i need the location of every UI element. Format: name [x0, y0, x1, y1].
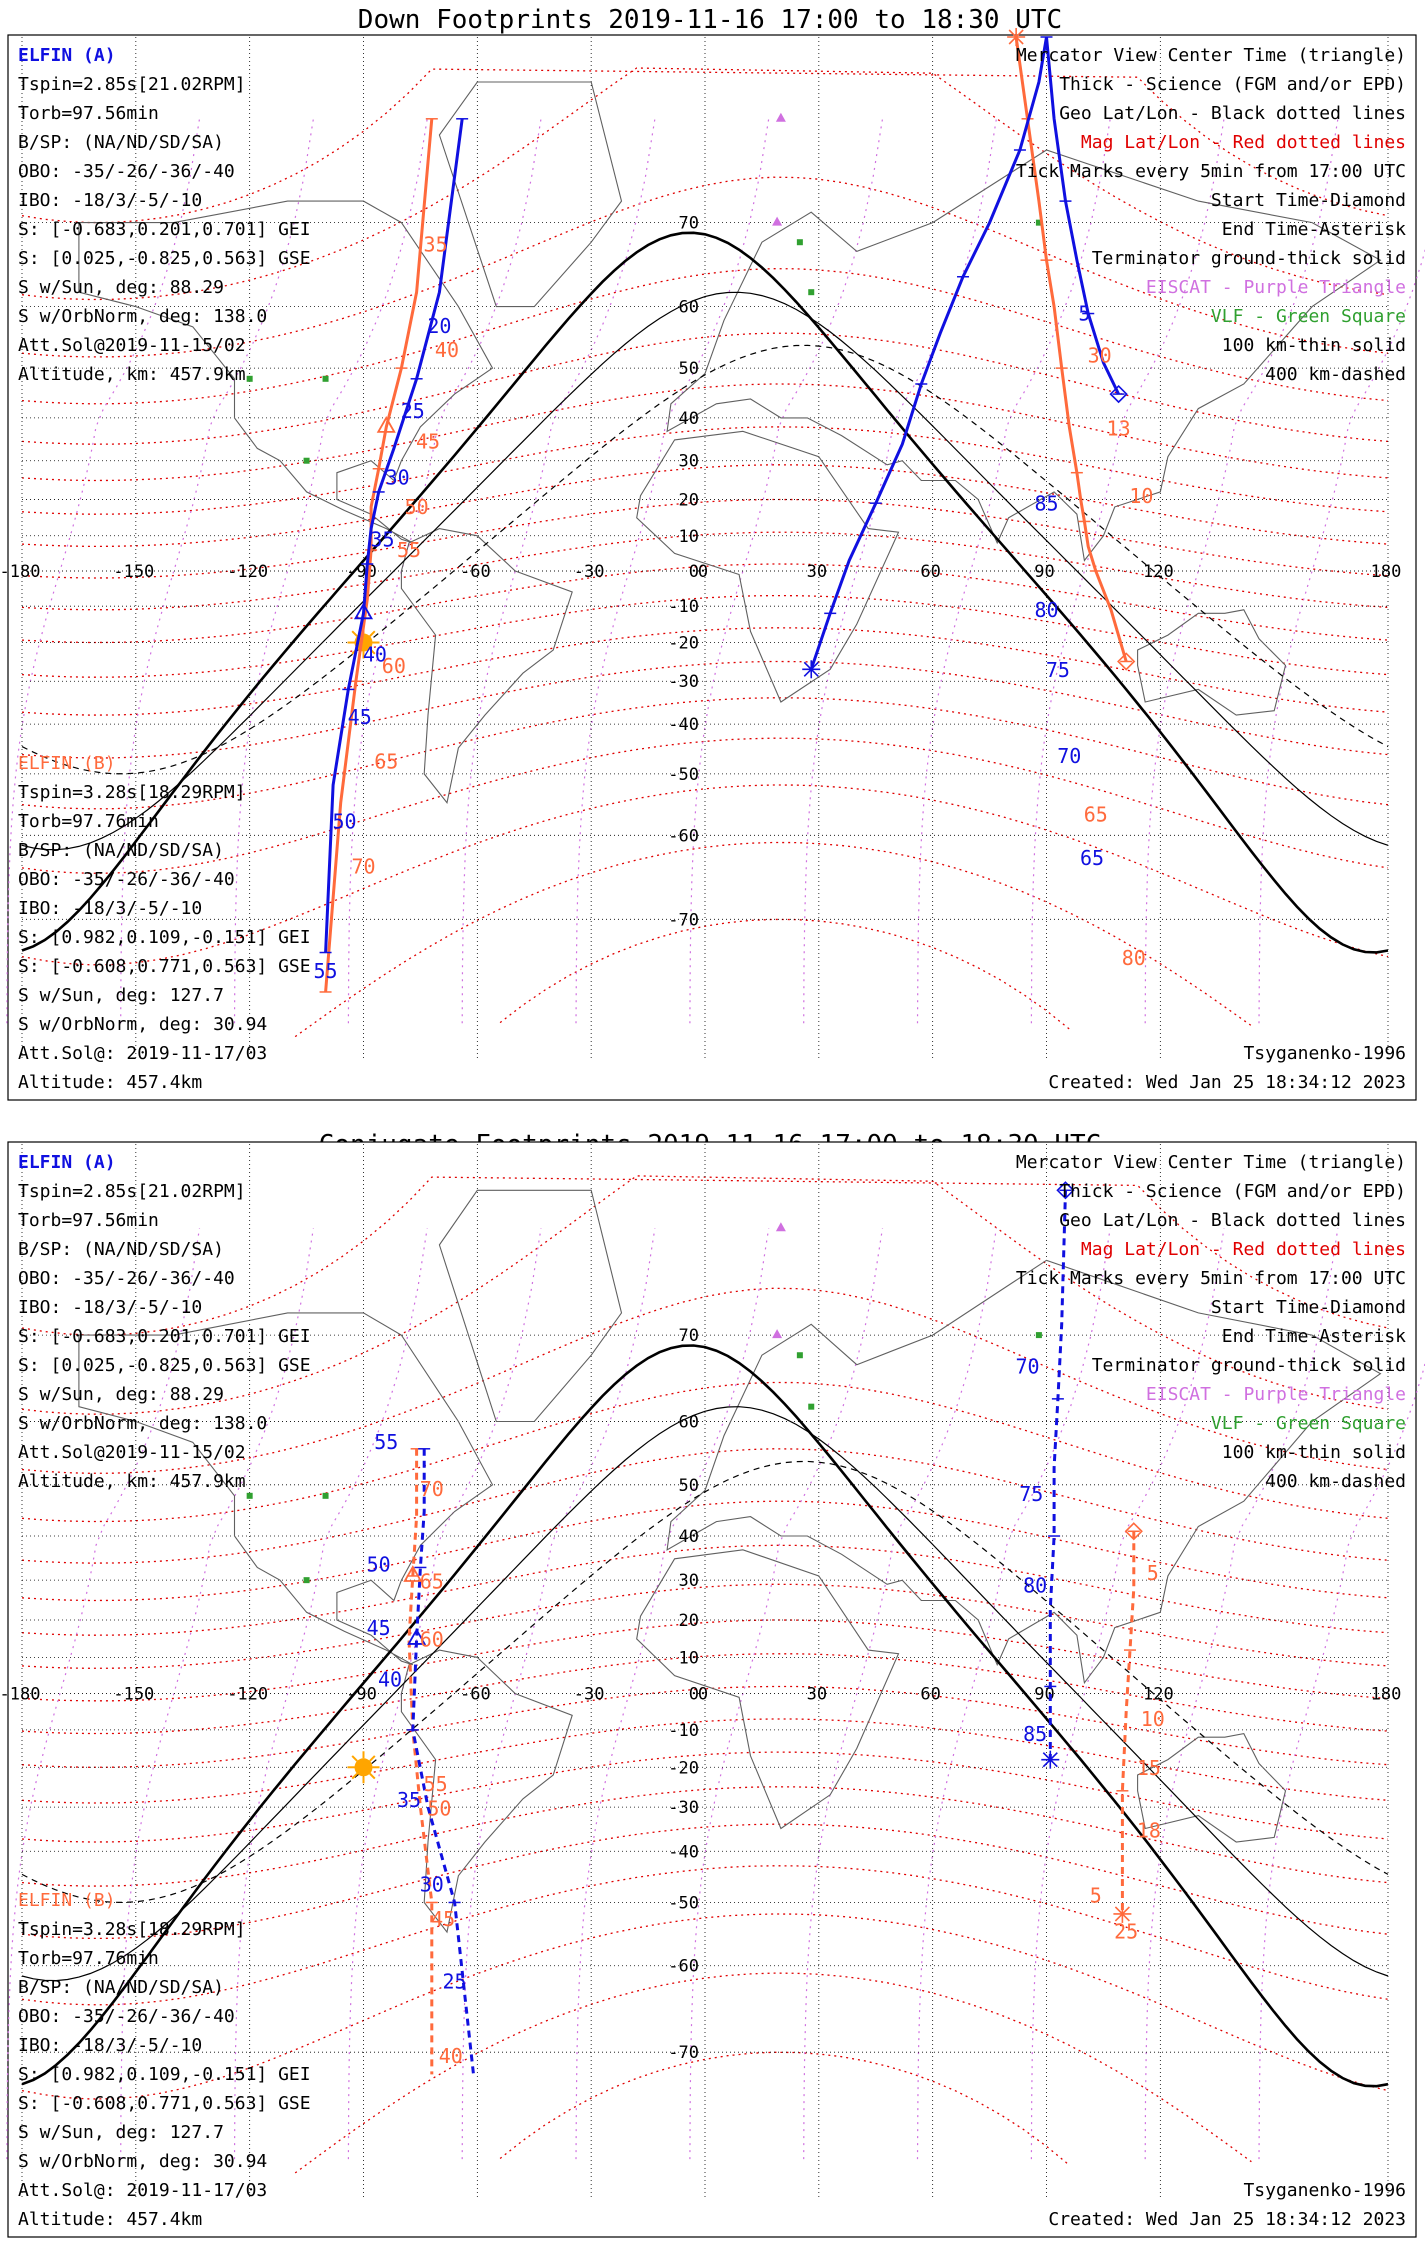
y-tick-label: 40 — [678, 408, 699, 429]
vlf-square — [247, 1493, 253, 1499]
x-tick-label: 30 — [806, 1684, 828, 1705]
elfin-a-info-line: IBO: -18/3/-5/-10 — [18, 190, 203, 211]
elfin-a-time-label: 5 — [1078, 301, 1091, 326]
elfin-a-time-label: 35 — [370, 527, 395, 552]
elfin-b-info-line: S w/Sun, deg: 127.7 — [18, 985, 224, 1006]
x-tick-label: -90 — [346, 1684, 377, 1705]
y-tick-label: -50 — [668, 1893, 699, 1914]
elfin-a-info-line: S: [0.025,-0.825,0.563] GSE — [18, 248, 311, 269]
x-tick-label: -150 — [113, 561, 155, 582]
sun-disk — [355, 1758, 373, 1776]
y-tick-label: 60 — [678, 1412, 699, 1433]
legend-line: VLF - Green Square — [1210, 306, 1406, 327]
legend-line: Thick - Science (FGM and/or EPD) — [1059, 1181, 1406, 1202]
legend-line: End Time-Asterisk — [1221, 219, 1406, 240]
y-tick-label: 0 — [688, 561, 699, 582]
elfin-a-info-line: B/SP: (NA/ND/SD/SA) — [18, 132, 224, 153]
elfin-b-time-label: 55 — [396, 537, 422, 562]
legend-line: Thick - Science (FGM and/or EPD) — [1059, 74, 1406, 95]
legend-line: 400 km-dashed — [1265, 1471, 1406, 1492]
elfin-a-info-line: S w/Sun, deg: 88.29 — [18, 277, 224, 298]
elfin-b-header: ELFIN (B) — [18, 753, 116, 774]
elfin-a-info-line: S w/OrbNorm, deg: 138.0 — [18, 306, 268, 327]
y-tick-label: -30 — [668, 672, 699, 693]
legend-line: Geo Lat/Lon - Black dotted lines — [1059, 103, 1406, 124]
elfin-b-time-label: 25 — [1114, 1919, 1139, 1944]
elfin-a-info-line: Altitude, km: 457.9km — [18, 1471, 246, 1492]
y-tick-label: 70 — [678, 1326, 699, 1347]
elfin-b-time-label: 10 — [1129, 484, 1154, 509]
elfin-b-time-label: 5 — [1146, 1561, 1159, 1586]
elfin-b-header: ELFIN (B) — [18, 1890, 116, 1911]
y-tick-label: -60 — [668, 826, 699, 847]
elfin-b-info-line: S: [-0.608,0.771,0.563] GSE — [18, 2093, 311, 2114]
elfin-b-time-label: 30 — [1087, 343, 1112, 368]
x-tick-label: -30 — [573, 1684, 605, 1705]
x-tick-label: -60 — [459, 561, 491, 582]
elfin-b-time-label: 65 — [419, 1569, 444, 1594]
conjugate-footprints-panel — [0, 1130, 1425, 2237]
elfin-b-info-line: Altitude: 457.4km — [18, 2209, 203, 2230]
y-tick-label: -40 — [668, 715, 699, 736]
x-tick-label: 120 — [1142, 1684, 1174, 1705]
elfin-a-time-label: 75 — [1019, 1482, 1044, 1507]
elfin-a-time-label: 50 — [366, 1552, 391, 1577]
elfin-b-info-line: S: [-0.608,0.771,0.563] GSE — [18, 956, 311, 977]
x-tick-label: 120 — [1142, 561, 1174, 582]
elfin-b-info-line: Altitude: 457.4km — [18, 1072, 203, 1093]
elfin-b-info-line: IBO: -18/3/-5/-10 — [18, 2035, 203, 2056]
elfin-b-info-line: Att.Sol@: 2019-11-17/03 — [18, 1043, 268, 1064]
y-tick-label: -40 — [668, 1842, 699, 1863]
x-tick-label: 0 — [697, 561, 709, 582]
footer-line: Created: Wed Jan 25 18:34:12 2023 — [1048, 1072, 1406, 1093]
elfin-a-time-label: 20 — [427, 314, 452, 339]
elfin-b-time-label: 45 — [415, 429, 441, 454]
elfin-b-info-line: S w/OrbNorm, deg: 30.94 — [18, 2151, 268, 2172]
panel-title: Down Footprints 2019-11-16 17:00 to 18:30 UTC — [357, 5, 1063, 35]
legend-line: Geo Lat/Lon - Black dotted lines — [1059, 1210, 1406, 1231]
elfin-a-time-label: 85 — [1023, 1721, 1048, 1746]
y-tick-label: 50 — [678, 1475, 699, 1496]
vlf-square — [808, 1404, 814, 1410]
elfin-a-time-label: 75 — [1045, 658, 1070, 683]
vlf-square — [304, 1577, 310, 1583]
elfin-a-info-line: Torb=97.56min — [18, 1210, 159, 1231]
elfin-b-time-label: 60 — [381, 654, 406, 679]
elfin-b-time-label: 50 — [404, 495, 429, 520]
elfin-b-info-line: Tspin=3.28s[18.29RPM] — [18, 1919, 246, 1940]
y-tick-label: 10 — [678, 526, 699, 547]
elfin-b-time-label: 35 — [423, 232, 448, 257]
elfin-b-time-label: 55 — [423, 1771, 448, 1796]
x-tick-label: -60 — [459, 1684, 491, 1705]
elfin-a-info-line: Torb=97.56min — [18, 103, 159, 124]
x-tick-label: -180 — [0, 1684, 41, 1705]
legend-line: Mag Lat/Lon - Red dotted lines — [1080, 132, 1406, 153]
elfin-a-time-label: 70 — [1057, 744, 1082, 769]
legend-line: Start Time-Diamond — [1210, 190, 1406, 211]
elfin-a-time-label: 35 — [396, 1788, 422, 1813]
elfin-b-time-label: 65 — [374, 749, 399, 774]
elfin-a-time-label: 50 — [332, 809, 357, 834]
vlf-square — [247, 376, 253, 382]
legend-line: End Time-Asterisk — [1221, 1326, 1406, 1347]
legend-line: 400 km-dashed — [1265, 364, 1406, 385]
elfin-a-info-line: Att.Sol@2019-11-15/02 — [18, 1442, 246, 1463]
down-footprints-panel — [0, 5, 1425, 1100]
y-tick-label: 0 — [688, 1684, 699, 1705]
y-tick-label: 20 — [678, 490, 699, 511]
elfin-a-info-line: S: [-0.683,0.201,0.701] GEI — [18, 1326, 311, 1347]
elfin-b-time-label: 10 — [1140, 1707, 1165, 1732]
x-tick-label: -90 — [346, 561, 377, 582]
elfin-a-header: ELFIN (A) — [18, 45, 116, 66]
elfin-a-time-label: 70 — [1015, 1354, 1040, 1379]
elfin-a-time-label: 65 — [1079, 846, 1105, 871]
legend-line: EISCAT - Purple Triangle — [1145, 277, 1406, 298]
elfin-a-info-line: B/SP: (NA/ND/SD/SA) — [18, 1239, 224, 1260]
vlf-square — [1036, 1332, 1042, 1338]
y-tick-label: -50 — [668, 764, 699, 785]
elfin-a-time-label: 30 — [385, 465, 410, 490]
elfin-a-info-line: Tspin=2.85s[21.02RPM] — [18, 1181, 246, 1202]
elfin-b-time-label: 45 — [431, 1906, 456, 1931]
elfin-b-info-line: OBO: -35/-26/-36/-40 — [18, 2006, 235, 2027]
elfin-a-time-label: 40 — [378, 1667, 403, 1692]
x-tick-label: -30 — [573, 561, 605, 582]
elfin-a-time-label: 40 — [362, 642, 387, 667]
elfin-a-info-line: S w/OrbNorm, deg: 138.0 — [18, 1413, 268, 1434]
elfin-b-time-label: 80 — [1121, 945, 1146, 970]
elfin-b-time-label: 70 — [351, 854, 376, 879]
y-tick-label: -20 — [668, 633, 699, 654]
elfin-a-time-label: 25 — [442, 1969, 467, 1994]
elfin-a-time-label: 80 — [1034, 597, 1059, 622]
legend-line: Mercator View Center Time (triangle) — [1015, 45, 1406, 66]
y-tick-label: -10 — [668, 597, 699, 618]
x-tick-label: 0 — [697, 1684, 709, 1705]
y-tick-label: 70 — [678, 213, 699, 234]
legend-line: Tick Marks every 5min from 17:00 UTC — [1015, 1268, 1406, 1289]
y-tick-label: 60 — [678, 297, 699, 318]
vlf-square — [323, 1493, 329, 1499]
elfin-a-time-label: 85 — [1034, 491, 1059, 516]
elfin-a-info-line: S w/Sun, deg: 88.29 — [18, 1384, 224, 1405]
elfin-a-header: ELFIN (A) — [18, 1152, 116, 1173]
elfin-b-info-line: S w/OrbNorm, deg: 30.94 — [18, 1014, 268, 1035]
elfin-a-time-label: 55 — [374, 1429, 399, 1454]
legend-line: 100 km-thin solid — [1221, 1442, 1406, 1463]
y-tick-label: -60 — [668, 1956, 699, 1977]
elfin-b-info-line: Torb=97.76min — [18, 811, 159, 832]
elfin-b-info-line: B/SP: (NA/ND/SD/SA) — [18, 1977, 224, 1998]
x-tick-label: 90 — [1034, 561, 1055, 582]
elfin-b-info-line: S w/Sun, deg: 127.7 — [18, 2122, 224, 2143]
elfin-b-time-label: 15 — [1136, 1756, 1161, 1781]
elfin-a-time-label: 30 — [419, 1872, 444, 1897]
elfin-a-info-line: OBO: -35/-26/-36/-40 — [18, 1268, 235, 1289]
elfin-a-info-line: OBO: -35/-26/-36/-40 — [18, 161, 235, 182]
elfin-b-time-label: 5 — [1089, 1883, 1102, 1908]
elfin-b-info-line: S: [0.982,0.109,-0.151] GEI — [18, 927, 311, 948]
elfin-b-time-label: 50 — [427, 1796, 452, 1821]
vlf-square — [797, 239, 803, 245]
elfin-b-info-line: Tspin=3.28s[18.29RPM] — [18, 782, 246, 803]
elfin-b-time-label: 40 — [438, 2044, 463, 2069]
elfin-b-info-line: B/SP: (NA/ND/SD/SA) — [18, 840, 224, 861]
legend-line: Terminator ground-thick solid — [1091, 248, 1406, 269]
vlf-square — [304, 458, 310, 464]
elfin-b-time-label: 60 — [419, 1627, 444, 1652]
y-tick-label: -70 — [668, 910, 699, 931]
y-tick-label: 40 — [678, 1527, 699, 1548]
footer-line: Tsyganenko-1996 — [1243, 2180, 1406, 2201]
x-tick-label: 30 — [806, 561, 828, 582]
footer-line: Created: Wed Jan 25 18:34:12 2023 — [1048, 2209, 1406, 2230]
elfin-a-time-label: 55 — [313, 958, 338, 983]
elfin-a-time-label: 80 — [1023, 1573, 1048, 1598]
elfin-a-info-line: Altitude, km: 457.9km — [18, 364, 246, 385]
y-tick-label: 30 — [678, 1571, 699, 1592]
elfin-a-info-line: Att.Sol@2019-11-15/02 — [18, 335, 246, 356]
elfin-b-info-line: Att.Sol@: 2019-11-17/03 — [18, 2180, 268, 2201]
y-tick-label: -10 — [668, 1720, 699, 1741]
elfin-b-info-line: OBO: -35/-26/-36/-40 — [18, 869, 235, 890]
x-tick-label: -120 — [227, 561, 269, 582]
vlf-square — [797, 1352, 803, 1358]
y-tick-label: -70 — [668, 2043, 699, 2064]
elfin-a-info-line: IBO: -18/3/-5/-10 — [18, 1297, 203, 1318]
elfin-a-time-label: 45 — [366, 1616, 391, 1641]
x-tick-label: -150 — [113, 1684, 155, 1705]
elfin-b-time-label: 70 — [419, 1476, 444, 1501]
elfin-a-info-line: S: [0.025,-0.825,0.563] GSE — [18, 1355, 311, 1376]
legend-line: EISCAT - Purple Triangle — [1145, 1384, 1406, 1405]
legend-line: Terminator ground-thick solid — [1091, 1355, 1406, 1376]
y-tick-label: 20 — [678, 1611, 699, 1632]
legend-line: Start Time-Diamond — [1210, 1297, 1406, 1318]
x-tick-label: 60 — [920, 1684, 941, 1705]
x-tick-label: 180 — [1370, 561, 1402, 582]
x-tick-label: -120 — [227, 1684, 269, 1705]
elfin-a-time-label: 25 — [400, 398, 425, 423]
footer-line: Tsyganenko-1996 — [1243, 1043, 1406, 1064]
elfin-b-time-label: 40 — [434, 337, 460, 362]
elfin-b-time-label: 18 — [1136, 1818, 1161, 1843]
elfin-b-info-line: S: [0.982,0.109,-0.151] GEI — [18, 2064, 311, 2085]
legend-line: VLF - Green Square — [1210, 1413, 1406, 1434]
vlf-square — [323, 376, 329, 382]
legend-line: 100 km-thin solid — [1221, 335, 1406, 356]
elfin-b-info-line: IBO: -18/3/-5/-10 — [18, 898, 203, 919]
elfin-b-time-label: 13 — [1106, 416, 1131, 441]
sun-icon — [348, 1751, 380, 1783]
legend-line: Mag Lat/Lon - Red dotted lines — [1080, 1239, 1406, 1260]
elfin-b-time-label: 65 — [1083, 802, 1108, 827]
y-tick-label: -20 — [668, 1758, 699, 1779]
elfin-b-info-line: Torb=97.76min — [18, 1948, 159, 1969]
elfin-a-info-line: Tspin=2.85s[21.02RPM] — [18, 74, 246, 95]
legend-line: Mercator View Center Time (triangle) — [1015, 1152, 1406, 1173]
x-tick-label: 90 — [1034, 1684, 1055, 1705]
elfin-a-info-line: S: [-0.683,0.201,0.701] GEI — [18, 219, 311, 240]
y-tick-label: 10 — [678, 1648, 699, 1669]
elfin-a-time-label: 45 — [347, 705, 372, 730]
vlf-square — [808, 289, 814, 295]
x-tick-label: -180 — [0, 561, 41, 582]
legend-line: Tick Marks every 5min from 17:00 UTC — [1015, 161, 1406, 182]
x-tick-label: 180 — [1370, 1684, 1402, 1705]
y-tick-label: 50 — [678, 359, 699, 380]
y-tick-label: -30 — [668, 1798, 699, 1819]
x-tick-label: 60 — [920, 561, 941, 582]
y-tick-label: 30 — [678, 451, 699, 472]
